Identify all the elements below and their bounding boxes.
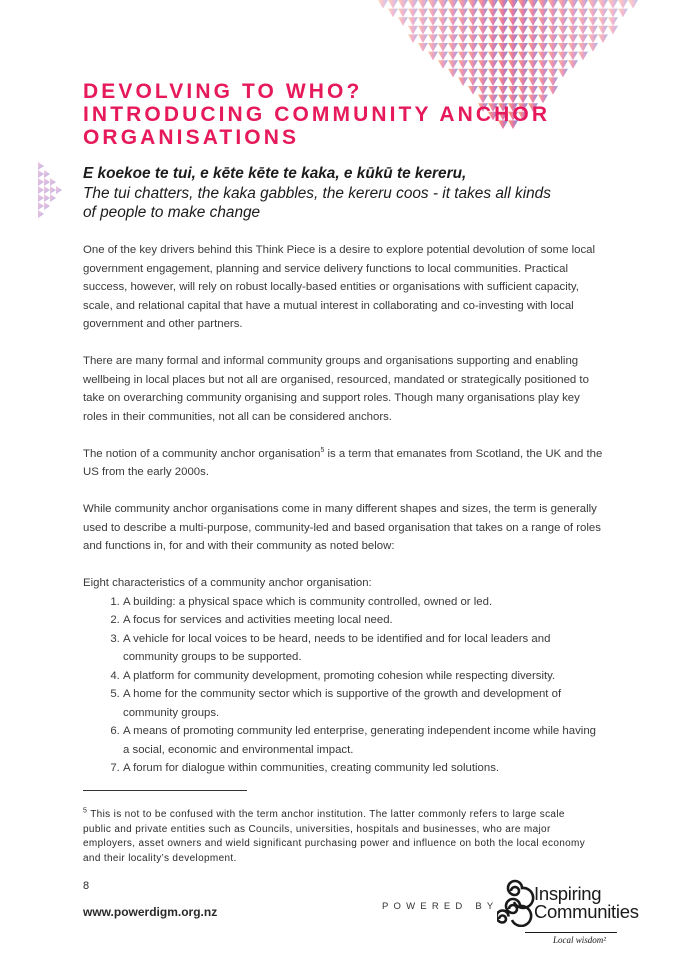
decor-triangle [418,9,428,18]
decor-triangle [538,17,548,26]
logo-tagline: Local wisdom² [553,935,606,945]
decor-triangle [428,0,438,9]
decor-triangle [438,26,448,35]
logo-line-1: Inspiring [534,883,602,904]
decorative-chevron [38,162,64,218]
footnote-text: This is not to be confused with the term anchor institution. The latter commonly refers to large scale public and private entities such as Councils, universities, hospitals and businesses, who are major employers, asset owners and wield significant purchasing power and influence on both the local economy and their locality’s development. [83,809,586,864]
paragraph-3-start: The notion of a community anchor organisation [83,447,321,460]
paragraph-1: One of the key drivers behind this Think Piece is a desire to explore potential devolution of some local government engagement, planning and service delivery functions to local communities. Practical success, however, will rely on robust locally-based entities or organisations with sufficient capacity, scale, and relational capital that have a mutual interest in collaborating and co-investing with local government and other partners. [83,244,596,330]
decor-triangle [548,0,558,9]
footnote-divider [83,790,247,791]
decor-triangle [588,17,598,26]
list-item: 1. A building: a physical space which is community controlled, owned or led. [123,593,603,612]
decor-triangle [528,52,538,61]
decor-triangle [44,194,50,202]
decor-triangle [488,17,498,26]
decor-triangle [608,17,618,26]
decor-triangle [528,34,538,43]
decor-triangle [578,0,588,9]
decor-triangle [408,9,418,18]
decor-triangle [498,17,508,26]
list-intro: Eight characteristics of a community anchor organisation: [83,577,372,589]
decor-triangle [38,162,44,170]
decor-triangle [558,17,568,26]
decor-triangle [408,17,418,26]
decor-triangle [598,0,608,9]
decor-triangle [478,60,488,69]
decor-triangle [398,0,408,9]
decor-triangle [508,17,518,26]
paragraph-3 [83,445,603,482]
decor-triangle [558,9,568,18]
decor-triangle [538,26,548,35]
decor-triangle [458,9,468,18]
paragraph-3-end: is a term that emanates from Scotland, the UK and the US from the early 2000s. [83,447,603,478]
website-link[interactable]: www.powerdigm.org.nz [83,905,218,919]
decor-triangle [448,0,458,9]
decor-triangle [408,26,418,35]
decor-triangle [50,186,56,194]
decor-triangle [588,0,598,9]
decor-triangle [548,43,558,52]
decor-triangle [558,43,568,52]
decor-triangle [38,178,44,186]
decor-triangle [448,34,458,43]
decor-triangle [498,34,508,43]
decor-triangle [398,17,408,26]
decor-triangle [478,0,488,9]
decor-triangle [538,34,548,43]
decor-triangle [428,43,438,52]
decor-triangle [508,43,518,52]
decor-triangle [568,43,578,52]
decor-triangle [518,0,528,9]
decor-triangle [458,34,468,43]
decor-triangle [468,60,478,69]
list-item: 3. A vehicle for local voices to be heard, needs to be identified and for local leaders and community groups to be supported. [123,630,603,667]
decor-triangle [528,69,538,78]
decor-triangle [558,52,568,61]
decor-triangle [528,60,538,69]
decor-triangle [598,26,608,35]
decor-triangle [458,0,468,9]
decor-triangle [578,43,588,52]
decor-triangle [508,26,518,35]
decor-triangle [508,69,518,78]
decor-triangle [578,26,588,35]
decor-triangle [488,0,498,9]
decor-triangle [578,52,588,61]
decor-triangle [548,34,558,43]
decor-triangle [438,0,448,9]
body-text [83,241,603,778]
decor-triangle [518,26,528,35]
decor-triangle [428,17,438,26]
decor-triangle [418,17,428,26]
decor-triangle [588,34,598,43]
decor-triangle [498,69,508,78]
decor-triangle [578,9,588,18]
logo-underline [525,932,617,933]
decor-triangle [538,52,548,61]
decor-triangle [458,17,468,26]
paragraph-4: While community anchor organisations come in many different shapes and sizes, the term is generally used to describe a multi-purpose, community-led and based organisation that takes on a range of roles and functions in, for and with their community as noted below: [83,503,601,552]
page-title [83,80,550,149]
decor-triangle [608,0,618,9]
logo-text [534,885,639,921]
decor-triangle [468,0,478,9]
paragraph-2: There are many formal and informal community groups and organisations supporting and enabling wellbeing in local places but not all are organised, resourced, mandated or strategically positioned to take on overarching community organising and support roles. Though many organisations play key roles in their communities, not all can be considered anchors. [83,355,589,423]
decor-triangle [488,43,498,52]
title-line-1: DEVOLVING TO WHO? [83,80,363,103]
decor-triangle [458,60,468,69]
decor-triangle [568,26,578,35]
decor-triangle [578,34,588,43]
decor-triangle [38,202,44,210]
decor-triangle [50,178,56,186]
decor-triangle [468,52,478,61]
decor-triangle [518,60,528,69]
decor-triangle [418,26,428,35]
decor-triangle [528,17,538,26]
decor-triangle [488,52,498,61]
decor-triangle [38,186,44,194]
decor-triangle [448,69,458,78]
decor-triangle [538,0,548,9]
list-item: 7. A forum for dialogue within communities, creating community led solutions. [123,759,603,778]
decor-triangle [528,9,538,18]
decor-triangle [518,52,528,61]
decor-triangle [50,194,56,202]
decor-triangle [558,26,568,35]
decor-triangle [538,60,548,69]
decor-triangle [568,52,578,61]
footnote-marker: 5 [83,807,88,815]
footnote [83,808,588,866]
decor-triangle [468,17,478,26]
decor-triangle [488,9,498,18]
list-item: 6. A means of promoting community led enterprise, generating independent income while having a social, economic and environmental impact. [123,722,603,759]
quote-maori: E koekoe te tui, e kēte kēte te kaka, e kūkū te kereru, [83,165,467,182]
decor-triangle [518,9,528,18]
decor-triangle [508,60,518,69]
decor-triangle [548,9,558,18]
decor-triangle [608,9,618,18]
decor-triangle [38,210,44,218]
decor-triangle [508,9,518,18]
decor-triangle [598,17,608,26]
decor-triangle [598,9,608,18]
decor-triangle [498,0,508,9]
decor-triangle [528,43,538,52]
decor-triangle [558,69,568,78]
decor-triangle [378,0,388,9]
decor-triangle [498,60,508,69]
decor-triangle [528,26,538,35]
decor-triangle [478,17,488,26]
decor-triangle [558,0,568,9]
footnote-reference[interactable]: 5 [320,446,325,454]
decor-triangle [428,26,438,35]
decor-triangle [388,9,398,18]
decor-triangle [38,194,44,202]
decor-triangle [538,43,548,52]
decor-triangle [418,43,428,52]
decor-triangle [428,9,438,18]
decor-triangle [448,9,458,18]
decor-triangle [548,26,558,35]
decor-triangle [478,9,488,18]
decor-triangle [508,34,518,43]
decor-triangle [558,34,568,43]
decor-triangle [618,0,628,9]
decor-triangle [408,0,418,9]
decor-triangle [458,69,468,78]
decor-triangle [448,60,458,69]
decor-triangle [388,0,398,9]
decor-triangle [618,9,628,18]
decor-triangle [438,43,448,52]
decor-triangle [628,0,638,9]
decor-triangle [56,186,62,194]
decor-triangle [468,9,478,18]
decor-triangle [44,170,50,178]
decor-triangle [428,52,438,61]
decor-triangle [478,26,488,35]
decor-triangle [588,43,598,52]
decor-triangle [608,26,618,35]
decor-triangle [538,69,548,78]
decor-triangle [478,34,488,43]
decor-triangle [38,170,44,178]
decor-triangle [448,52,458,61]
decor-triangle [588,9,598,18]
decor-triangle [458,43,468,52]
decor-triangle [468,43,478,52]
decor-triangle [598,34,608,43]
decor-triangle [568,60,578,69]
list-item: 4. A platform for community development, promoting cohesion while respecting diversity. [123,667,603,686]
decor-triangle [508,0,518,9]
decor-triangle [498,9,508,18]
spiral-icon [497,879,535,927]
decor-triangle [488,69,498,78]
decor-triangle [568,0,578,9]
decor-triangle [488,60,498,69]
quote-english: The tui chatters, the kaka gabbles, the kereru coos - it takes all kinds of people to make change [83,184,551,221]
decor-triangle [438,60,448,69]
decor-triangle [518,43,528,52]
powered-by-label: POWERED BY [382,901,499,912]
decor-triangle [548,52,558,61]
decor-triangle [578,17,588,26]
characteristics-list [83,593,603,778]
decor-triangle [518,69,528,78]
decor-triangle [438,34,448,43]
decor-triangle [448,26,458,35]
decor-triangle [488,34,498,43]
decor-triangle [408,34,418,43]
decor-triangle [538,9,548,18]
decor-triangle [44,186,50,194]
decor-triangle [478,52,488,61]
inspiring-communities-logo[interactable] [497,877,647,949]
decor-triangle [438,52,448,61]
decor-triangle [418,34,428,43]
decor-triangle [458,26,468,35]
decor-triangle [498,43,508,52]
decor-triangle [488,26,498,35]
decor-triangle [558,60,568,69]
decor-triangle [528,0,538,9]
list-item: 5. A home for the community sector which is supportive of the growth and development of community groups. [123,685,603,722]
decor-triangle [468,69,478,78]
decor-triangle [468,26,478,35]
decor-triangle [518,34,528,43]
title-line-3: ORGANISATIONS [83,126,300,149]
decor-triangle [438,17,448,26]
decor-triangle [548,17,558,26]
decor-triangle [518,17,528,26]
title-line-2: INTRODUCING COMMUNITY ANCHOR [83,103,551,126]
decor-triangle [498,52,508,61]
decor-triangle [468,34,478,43]
page-number: 8 [83,880,90,892]
decor-triangle [548,60,558,69]
decor-triangle [498,26,508,35]
decor-triangle [548,69,558,78]
decor-triangle [508,52,518,61]
decor-triangle [44,202,50,210]
decor-triangle [418,0,428,9]
decor-triangle [428,34,438,43]
decor-triangle [568,34,578,43]
decor-triangle [44,178,50,186]
decor-triangle [448,43,458,52]
decor-triangle [448,17,458,26]
logo-line-2: Communities [534,901,639,922]
decor-triangle [568,9,578,18]
decor-triangle [568,17,578,26]
decor-triangle [458,52,468,61]
decor-triangle [478,43,488,52]
proverb-quote [83,164,553,223]
decor-triangle [398,9,408,18]
decor-triangle [438,9,448,18]
decor-triangle [588,26,598,35]
decor-triangle [478,69,488,78]
list-item: 2. A focus for services and activities meeting local need. [123,611,603,630]
